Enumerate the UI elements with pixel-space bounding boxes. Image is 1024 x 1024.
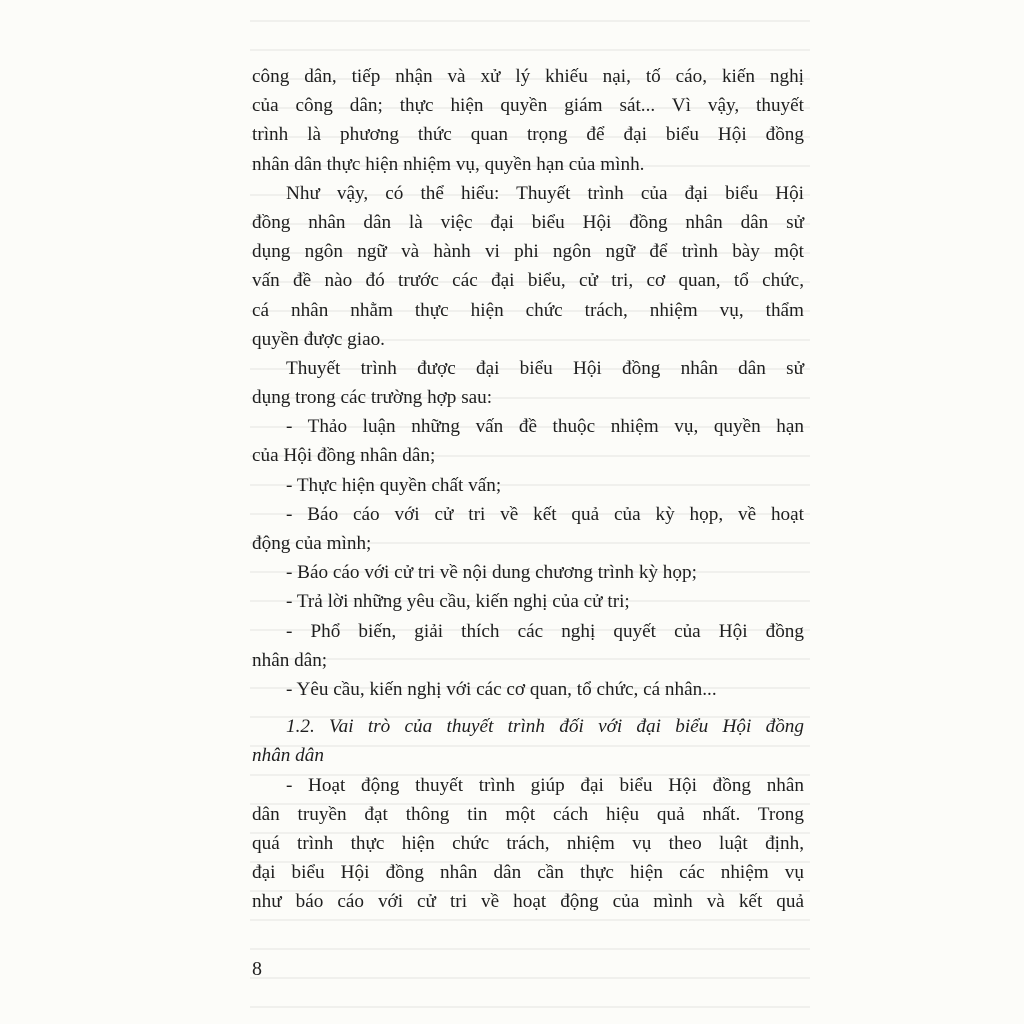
text-line: nhân dân thực hiện nhiệm vụ, quyền hạn của mình. (252, 153, 645, 175)
bullet-item (252, 675, 804, 704)
section-heading (252, 712, 804, 770)
text-line: - Thảo luận những vấn đề thuộc nhiệm vụ, quyền hạn (286, 416, 804, 438)
text-line: như báo cáo với cử tri về hoạt động của mình và kết quả (252, 891, 804, 913)
text-line: vấn đề nào đó trước các đại biểu, cử tri, cơ quan, tổ chức, (252, 270, 804, 292)
paragraph-usage-intro (252, 354, 804, 412)
bullet-item (252, 471, 804, 500)
text-line: - Trả lời những yêu cầu, kiến nghị của cử tri; (286, 591, 630, 613)
heading-line: 1.2. Vai trò của thuyết trình đối với đại biểu Hội đồng (286, 716, 804, 738)
text-line: quyền được giao. (252, 328, 385, 350)
bullet-item (252, 587, 804, 616)
text-line: - Yêu cầu, kiến nghị với các cơ quan, tổ chức, cá nhân... (286, 678, 717, 700)
text-line: quá trình thực hiện chức trách, nhiệm vụ theo luật định, (252, 832, 804, 854)
bullet-item (252, 617, 804, 675)
paragraph-definition (252, 179, 804, 354)
bullet-item (252, 558, 804, 587)
text-line: nhân dân; (252, 649, 328, 671)
text-line: trình là phương thức quan trọng để đại biểu Hội đồng (252, 124, 804, 146)
bullet-item (252, 500, 804, 558)
heading-line: nhân dân (252, 745, 324, 767)
text-line: - Báo cáo với cử tri về nội dung chương trình kỳ họp; (286, 562, 697, 584)
text-line: của công dân; thực hiện quyền giám sát... Vì vậy, thuyết (252, 95, 804, 117)
page-body (252, 62, 804, 916)
text-line: Như vậy, có thể hiểu: Thuyết trình của đại biểu Hội (286, 182, 804, 204)
text-line: động của mình; (252, 533, 372, 554)
text-line: cá nhân nhằm thực hiện chức trách, nhiệm vụ, thẩm (252, 299, 804, 321)
page-number: 8 (252, 958, 262, 980)
text-line: đại biểu Hội đồng nhân dân cần thực hiện các nhiệm vụ (252, 862, 804, 884)
text-line: - Thực hiện quyền chất vấn; (286, 474, 502, 496)
text-line: - Báo cáo với cử tri về kết quả của kỳ họp, về hoạt (286, 503, 804, 525)
bullet-item (252, 412, 804, 470)
text-line: của Hội đồng nhân dân; (252, 445, 436, 467)
paragraph-role (252, 771, 804, 917)
text-line: dụng ngôn ngữ và hành vi phi ngôn ngữ để trình bày một (252, 241, 804, 263)
text-line: công dân, tiếp nhận và xử lý khiếu nại, tố cáo, kiến nghị (252, 66, 804, 87)
text-line: Thuyết trình được đại biểu Hội đồng nhân dân sử (286, 357, 804, 379)
text-line: dụng trong các trường hợp sau: (252, 387, 493, 409)
paragraph-intro-continuation (252, 62, 804, 179)
text-line: đồng nhân dân là việc đại biểu Hội đồng nhân dân sử (252, 211, 804, 233)
text-line: dân truyền đạt thông tin một cách hiệu quả nhất. Trong (252, 803, 804, 825)
text-line: - Hoạt động thuyết trình giúp đại biểu Hội đồng nhân (286, 774, 804, 796)
text-line: - Phổ biến, giải thích các nghị quyết của Hội đồng (286, 620, 804, 642)
